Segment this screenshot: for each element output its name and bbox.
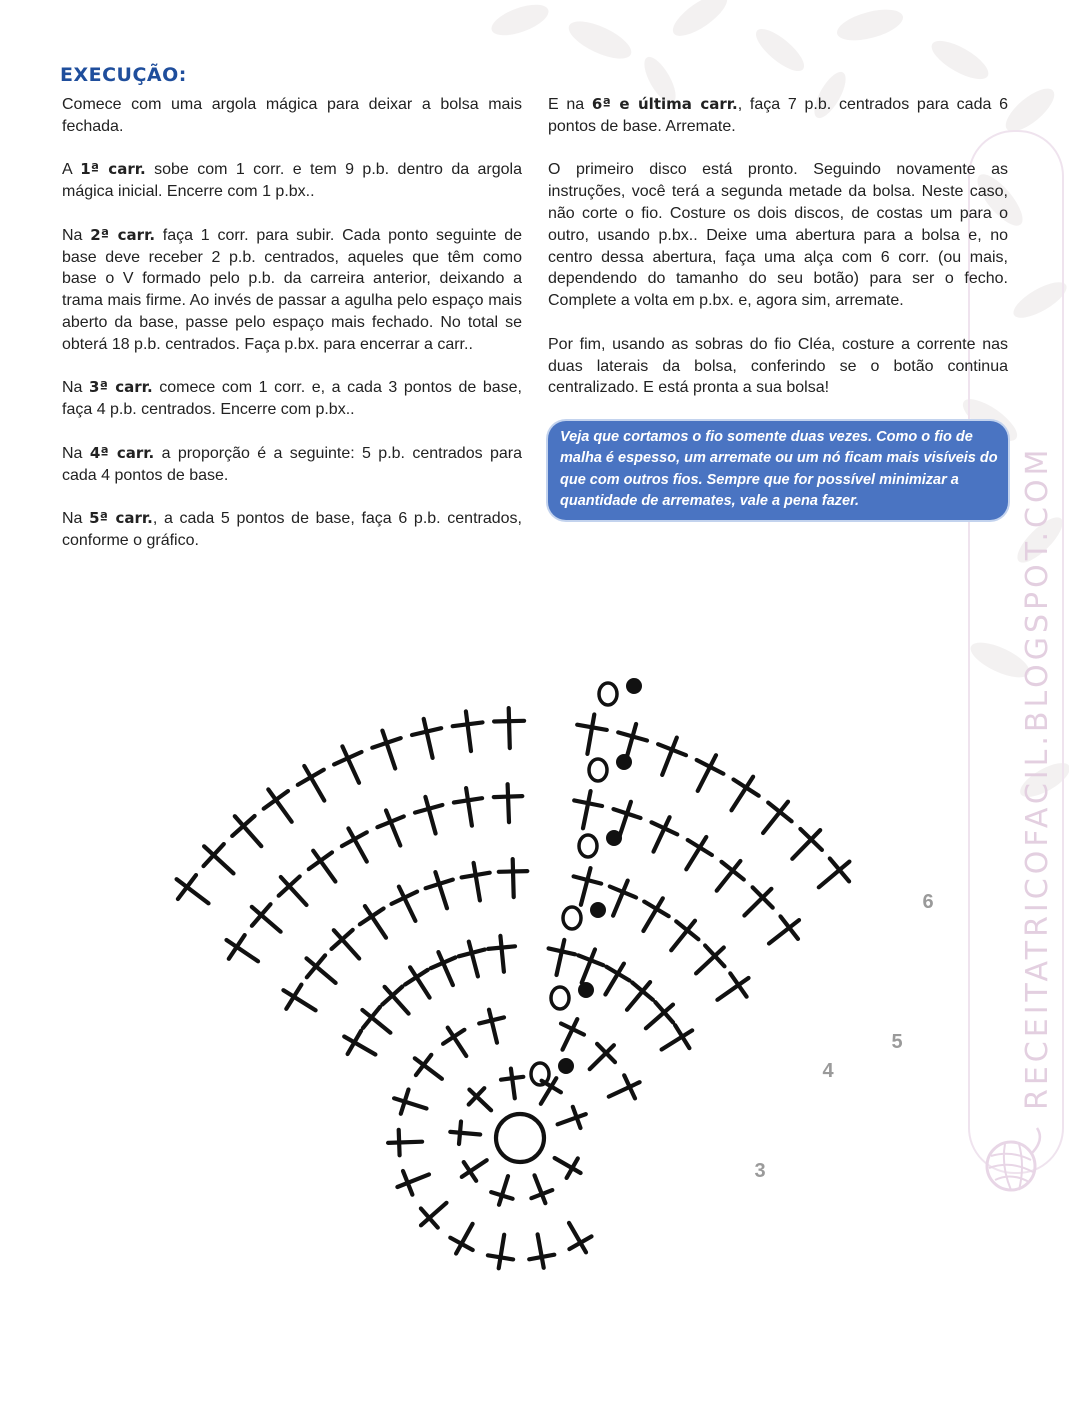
round-label-6: 6: [922, 891, 934, 913]
stitch-r5-8-stem: [508, 784, 509, 822]
stitch-r1-6-stem: [499, 1176, 508, 1205]
stitch-r5-3-bar: [688, 840, 712, 855]
round-1-label: 1ª carr.: [80, 160, 146, 179]
round-6-label: 6ª e última carr.: [591, 95, 738, 113]
stitch-r3-5-stem: [557, 940, 565, 975]
stitch-r4-8-stem: [474, 863, 480, 901]
stitch-r4-3-bar: [644, 902, 669, 917]
section-heading: EXECUÇÃO:: [60, 64, 187, 86]
stitch-r5-0-bar: [781, 916, 799, 939]
stitch-r5-16-bar: [229, 935, 245, 959]
stitch-r3-7-stem: [500, 936, 504, 972]
chain-marker-5: [589, 759, 607, 781]
chain-marker-3: [563, 907, 581, 929]
stitch-r5-13-bar: [309, 852, 332, 869]
stitch-r5-12-bar: [342, 832, 367, 846]
stitch-r2-14-bar: [569, 1236, 591, 1249]
round-label-4: 4: [822, 1060, 834, 1082]
paragraph-assembly: O primeiro disco está pronto. Seguindo novamente as instruções, você terá a segunda metade da bolsa. Neste caso, não corte o fio. Costure os dois discos, de costas um para o outro, usando p.bx.. Deixe uma abertura para a bolsa e, no centro dessa abertura, faça uma alça com 6 corr. (ou mais, dependendo do tamanho do seu botão) para ser o fecho. Complete a volta em p.bx. e, agora sim, arremate.: [548, 161, 1008, 310]
stitch-r6-10-bar: [453, 722, 483, 726]
stitch-r4-14-bar: [286, 985, 301, 1009]
stitch-r6-18-bar: [178, 875, 196, 899]
stitch-r1-7-stem: [535, 1175, 546, 1203]
round-4-label: 4ª carr.: [89, 443, 155, 462]
chain-marker-4: [579, 835, 597, 857]
stitch-r2-8-stem: [388, 1142, 422, 1143]
stitch-r5-6-bar: [574, 800, 602, 806]
stitch-r3-7-bar: [488, 946, 515, 949]
round-label-5: 5: [891, 1031, 903, 1053]
stitch-r2-9-stem: [397, 1174, 429, 1187]
stitch-r6-15-bar: [264, 791, 288, 809]
stitch-r4-4-stem: [613, 881, 628, 916]
stitch-r2-13-bar: [529, 1255, 554, 1260]
stitch-r6-9-stem: [509, 708, 510, 748]
stitch-r2-12-stem: [499, 1235, 505, 1269]
stitch-r4-8-bar: [462, 873, 490, 878]
stitch-r5-9-bar: [454, 798, 482, 802]
stitch-r4-9-stem: [435, 872, 447, 908]
stitch-r2-4-stem: [489, 1010, 497, 1043]
stitch-r1-4-stem: [450, 1132, 480, 1135]
magic-ring: [496, 1114, 544, 1162]
stitch-r4-0-bar: [730, 973, 746, 996]
stitch-r3-10-bar: [405, 970, 428, 985]
slip-stitch-dot-5: [616, 754, 632, 770]
paragraph-intro: Comece com uma argola mágica para deixar a bolsa mais fechada.: [62, 96, 522, 135]
stitch-r1-4-bar: [459, 1122, 461, 1145]
stitch-r2-12-bar: [488, 1255, 513, 1259]
stitch-r3-8-stem: [469, 942, 478, 977]
paragraph-round-3: Na 3ª carr. comece com 1 corr. e, a cada 3 pontos de base, faça 4 p.b. centrados. Encerre com p.bx..: [62, 378, 522, 419]
stitch-r6-7-bar: [577, 725, 607, 730]
slip-stitch-dot-4: [606, 830, 622, 846]
stitch-r6-15-stem: [268, 789, 291, 821]
stitch-r5-10-stem: [425, 797, 435, 834]
round-2-label: 2ª carr.: [90, 225, 156, 244]
round-3-label: 3ª carr.: [89, 378, 153, 397]
round-5-label: 5ª carr.: [89, 509, 153, 528]
stitch-r2-7-stem: [394, 1098, 426, 1108]
tip-box: Veja que cortamos o fio somente duas vezes. Como o fio de malha é espesso, um arremate ou um nó ficam mais visíveis do que com outros fios. Sempre que for possível minimizar a quantidade de arremates, vale a pena fazer.: [548, 421, 1008, 520]
slip-stitch-dot-6: [626, 678, 642, 694]
stitch-r1-2-stem: [511, 1069, 515, 1099]
stitch-r6-4-bar: [697, 760, 724, 774]
stitch-r5-6-stem: [583, 791, 591, 828]
stitch-r5-9-stem: [466, 788, 472, 826]
stitch-r2-8-bar: [399, 1130, 400, 1156]
round-label-3: 3: [754, 1160, 766, 1182]
stitch-r5-5-stem: [619, 802, 631, 838]
stitch-r3-4-stem: [582, 949, 595, 982]
stitch-r6-14-bar: [298, 770, 324, 785]
stitch-r3-5-bar: [549, 948, 575, 954]
stitch-r4-7-bar: [499, 871, 528, 872]
stitch-r1-2-bar: [501, 1077, 523, 1080]
slip-stitch-dot-1: [558, 1058, 574, 1074]
stitch-r2-13-stem: [538, 1234, 544, 1267]
stitch-r4-5-stem: [581, 868, 591, 905]
stitch-r6-9-bar: [494, 721, 524, 722]
slip-stitch-dot-2: [578, 982, 594, 998]
stitch-r4-7-stem: [513, 859, 514, 897]
chain-marker-2: [551, 987, 569, 1009]
stitch-r6-2-bar: [768, 803, 791, 822]
slip-stitch-dot-3: [590, 902, 606, 918]
stitch-r5-11-stem: [386, 810, 400, 845]
paragraph-round-6: E na 6ª e última carr., faça 7 p.b. centrados para cada 6 pontos de base. Arremate.: [548, 95, 1008, 135]
stitch-r2-5-bar: [443, 1030, 464, 1044]
stitch-r6-3-bar: [734, 780, 759, 796]
paragraph-round-1: A 1ª carr. sobe com 1 corr. e tem 9 p.b. dentro da argola mágica inicial. Encerre com 1 p.bx..: [62, 160, 523, 201]
stitch-r1-5-bar: [464, 1162, 477, 1181]
stitch-r3-9-stem: [438, 952, 453, 985]
stitch-r2-6-bar: [416, 1055, 431, 1075]
stitch-r1-0-stem: [558, 1114, 586, 1124]
stitch-r6-13-stem: [342, 746, 359, 782]
stitch-r6-10-stem: [466, 711, 471, 751]
paragraph-finishing: Por fim, usando as sobras do fio Cléa, costure a corrente nas duas laterais da bolsa, conferindo se o botão continua centralizado. E está pronta a sua bolsa!: [548, 335, 1008, 397]
stitch-r5-2-bar: [722, 862, 744, 880]
paragraph-round-2: Na 2ª carr. faça 1 corr. para subir. Cada ponto seguinte de base deve receber 2 p.b. centrados, aqueles que têm como base o V formado pelo p.b. da carreira anterior, deixando a trama mais firme. Ao invés de passar a agulha pelo espaço mais aberto da base, passe pelo espaço mais fechado. No total se obterá 18 p.b. centrados. Faça p.bx. para encerrar a carr..: [62, 225, 522, 353]
stitch-r4-11-bar: [360, 909, 384, 925]
stitch-r3-3-bar: [606, 967, 629, 981]
paragraph-round-4: Na 4ª carr. a proporção é a seguinte: 5 p.b. centrados para cada 4 pontos de base.: [62, 443, 522, 484]
stitch-r4-0-stem: [717, 978, 748, 1000]
chain-marker-6: [599, 683, 617, 705]
stitch-r2-4-bar: [479, 1017, 504, 1023]
stitch-r6-12-stem: [382, 731, 395, 769]
stitch-r3-0-bar: [675, 1025, 689, 1048]
stitch-r6-11-stem: [424, 719, 433, 758]
watermark-text: RECEITATRICOFACIL.BLOGSPOT.COM: [1020, 445, 1055, 1110]
stitch-r5-8-bar: [494, 796, 523, 797]
stitch-r6-5-stem: [662, 738, 677, 775]
paragraph-round-5: Na 5ª carr., a cada 5 pontos de base, faça 6 p.b. centrados, conforme o gráfico.: [62, 509, 522, 549]
stitch-r3-13-bar: [348, 1031, 362, 1054]
stitch-r6-7-stem: [587, 715, 594, 754]
